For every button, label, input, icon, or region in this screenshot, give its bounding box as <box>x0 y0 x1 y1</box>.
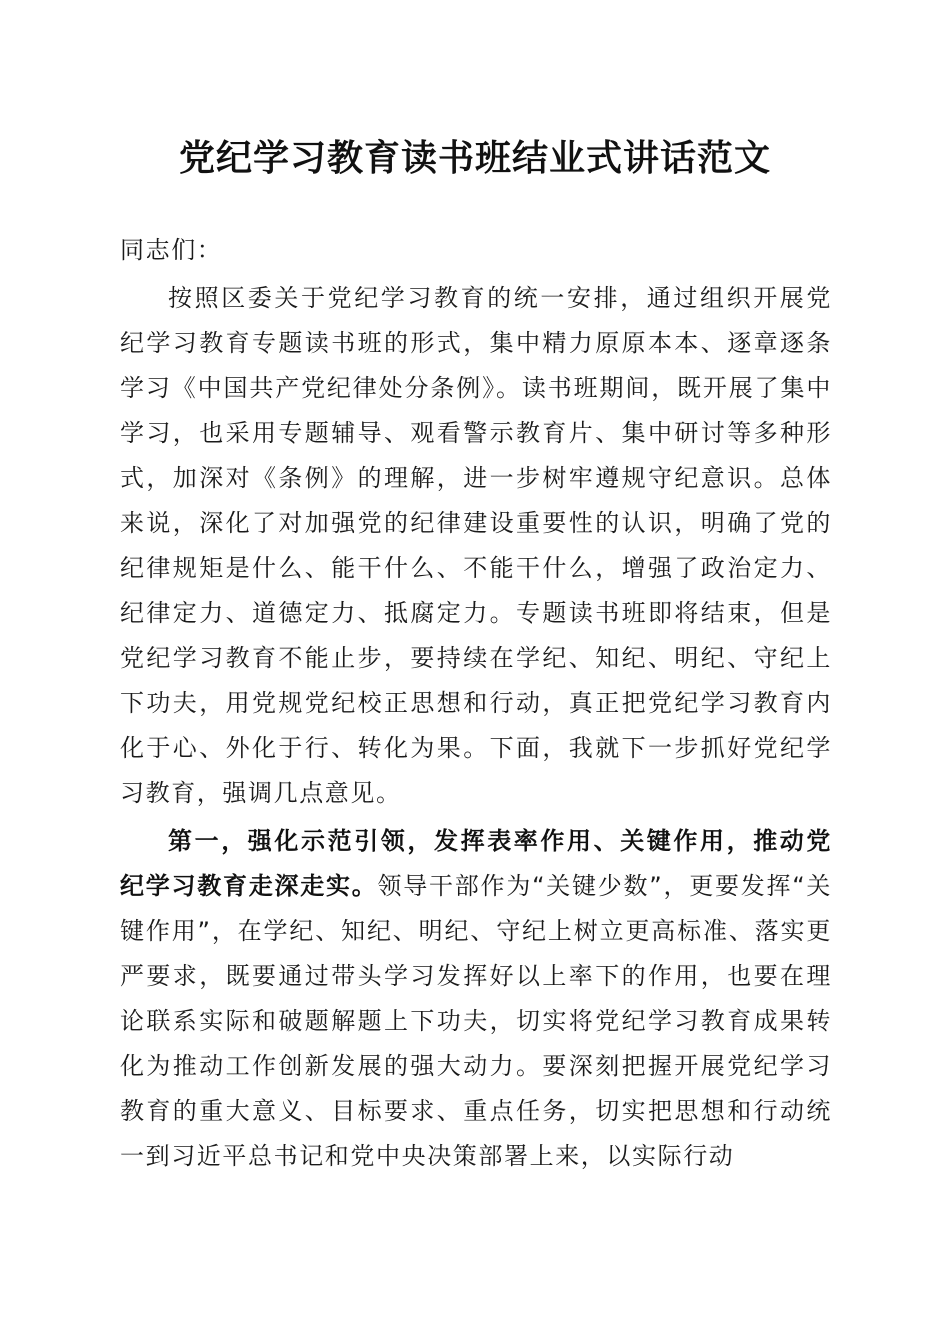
paragraph-body-text: 领导干部作为“关键少数”，更要发挥“关键作用”，在学纪、知纪、明纪、守纪上树立更高标准、落实更严要求，既要通过带头学习发挥好以上率下的作用，也要在理论联系实际和破题解题上下功夫，切实将党纪学习教育成果转化为推动工作创新发展的强大动力。要深刻把握开展党纪学习教育的重大意义、目标要求、重点任务，切实把思想和行动统一到习近平总书记和党中央决策部署上来，以实际行动 <box>120 872 833 1170</box>
paragraph-first-point <box>120 819 832 1179</box>
paragraph-intro: 按照区委关于党纪学习教育的统一安排，通过组织开展党纪学习教育专题读书班的形式，集中精力原原本本、逐章逐条学习《中国共产党纪律处分条例》。读书班期间，既开展了集中学习，也采用专题辅导、观看警示教育片、集中研讨等多种形式，加深对《条例》的理解，进一步树牢遵规守纪意识。总体来说，深化了对加强党的纪律建设重要性的认识，明确了党的纪律规矩是什么、能干什么、不能干什么，增强了政治定力、纪律定力、道德定力、抵腐定力。专题读书班即将结束，但是党纪学习教育不能止步，要持续在学纪、知纪、明纪、守纪上下功夫，用党规党纪校正思想和行动，真正把党纪学习教育内化于心、外化于行、转化为果。下面，我就下一步抓好党纪学习教育，强调几点意见。 <box>120 284 832 807</box>
document-body <box>120 228 832 1179</box>
paragraph-lead-sentence: 第一，强化示范引领，发挥表率作用、关键作用，推动党纪学习教育走深走实。 <box>120 827 832 900</box>
document-title: 党纪学习教育读书班结业式讲话范文 <box>178 137 771 179</box>
salutation: 同志们： <box>120 236 223 264</box>
